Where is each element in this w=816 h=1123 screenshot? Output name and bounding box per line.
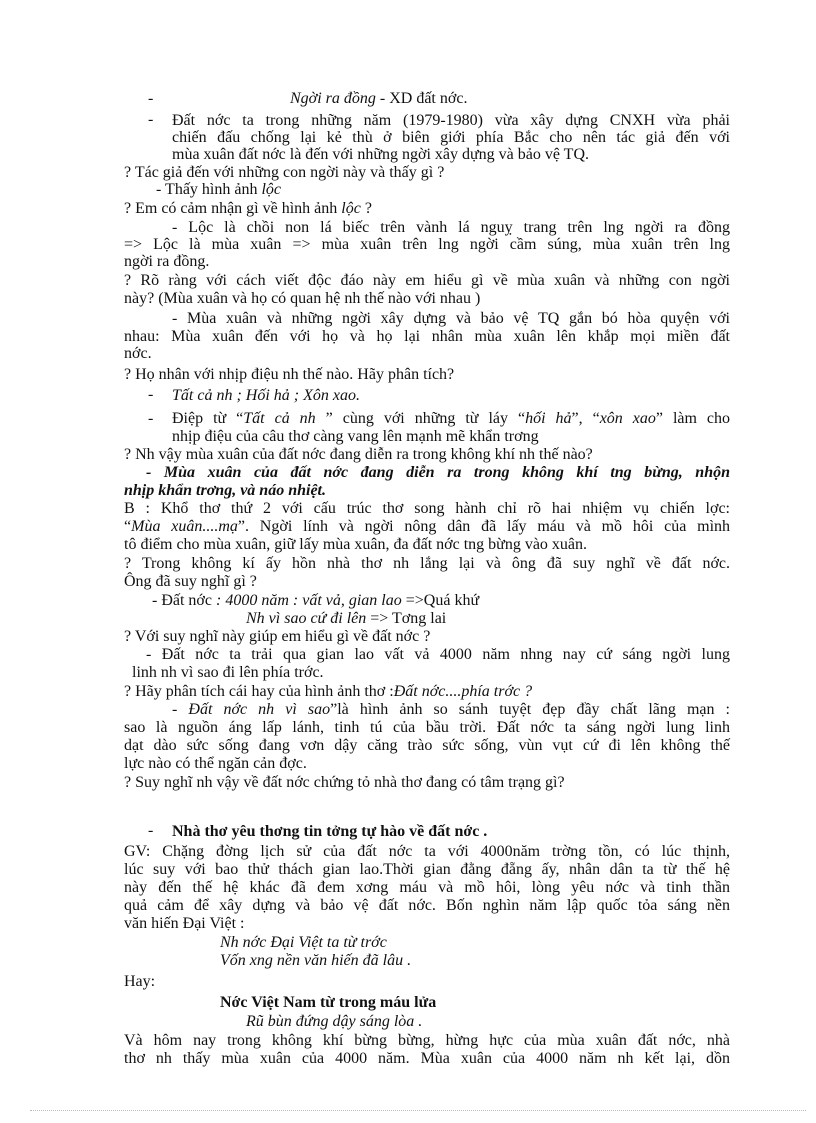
line-43 — [124, 897, 730, 914]
bullet-5: - — [148, 822, 154, 839]
line-4 — [172, 146, 778, 163]
text-run: ? Trong không kí ấy hồn nhà thơ nh lắng lại và ông đã suy nghĩ về đất nớc. — [124, 555, 730, 572]
text-run: Vốn xng nền văn hiến đã lâu . — [220, 952, 412, 969]
line-48 — [220, 994, 816, 1011]
text-run: GV: Chặng đờng lịch sử của đất nớc ta với 4000năm trờng tồn, có lúc thịnh, — [124, 843, 730, 860]
line-50 — [124, 1032, 730, 1049]
line-38 — [124, 774, 730, 791]
line-44 — [124, 915, 730, 932]
line-3 — [172, 129, 730, 146]
text-run: dạt dào sức sống đang vơn dậy căng trào sức sống, vùn vụt cứ đi lên không thế — [124, 737, 730, 754]
text-run: - Đất nớc ta trải qua gian lao vất vả 4000 năm nhng nay cứ sáng ngời lung — [146, 646, 730, 663]
line-47 — [124, 973, 730, 990]
bullet-2: - — [148, 111, 154, 128]
line-42 — [124, 879, 730, 896]
text-run: Tất cả nh ; Hối hả ; Xôn xao. — [172, 387, 360, 404]
line-25 — [124, 536, 730, 553]
text-run: lộc — [341, 200, 361, 217]
text-run: : 4000 năm : vất vả, gian lao — [216, 592, 402, 609]
line-21 — [146, 464, 730, 481]
text-run: - Mùa xuân của đất nớc đang diễn ra trong không khí tng bừng, nhộn — [146, 464, 730, 481]
text-run: ” làm cho — [655, 410, 731, 427]
text-run: - Thấy hình ảnh — [156, 181, 262, 198]
page-bottom-border — [30, 1110, 806, 1111]
line-28 — [152, 592, 758, 609]
text-run: lúc suy với bao thử thách gian lao.Thời gian đằng đẵng ấy, nhân dân ta từ thế hệ — [124, 861, 730, 878]
line-8 — [172, 219, 730, 236]
text-run: Và hôm nay trong không khí bừng bừng, hừng hực của mùa xuân đất nớc, nhà — [124, 1032, 730, 1049]
text-run: “ — [124, 518, 132, 535]
text-run: nhau: Mùa xuân đến với họ và họ lại nhân mùa xuân lên khắp mọi miền đất — [124, 328, 730, 345]
line-5 — [124, 164, 730, 181]
text-run: Ngời ra đồng — [290, 90, 376, 107]
text-run: tô điểm cho mùa xuân, giữ lấy mùa xuân, đa đất nớc tng bừng vào xuân. — [124, 536, 588, 553]
text-run: chiến đấu chống lại kẻ thù ở biên giới phía Bắc cho nên tác giả đến với — [172, 129, 730, 146]
line-12 — [124, 290, 730, 307]
text-run: Mùa xuân....mạ — [131, 518, 238, 535]
text-run: - Mùa xuân và những ngời xây dựng và bảo vệ TQ gắn bó hòa quyện với — [172, 310, 730, 327]
line-32 — [132, 664, 738, 681]
line-22 — [124, 482, 730, 499]
text-run: lực nào có thể ngăn cản đợc. — [124, 755, 307, 772]
line-17 — [172, 387, 778, 404]
text-run: - — [172, 701, 189, 718]
text-run: ? Với suy nghĩ này giúp em hiểu gì về đất nớc ? — [124, 628, 431, 645]
bullet-3: - — [148, 386, 154, 403]
line-20 — [124, 446, 730, 463]
text-run: sao là nguồn áng lấp lánh, tinh tú của bầu trời. Đất nớc ta sáng ngời lung linh — [124, 719, 730, 736]
text-run: Rũ bùn đứng dậy sáng lòa . — [246, 1013, 423, 1030]
text-run: - Lộc là chồi non lá biếc trên vành lá nguỵ trang trên lng ngời ra đồng — [172, 219, 730, 236]
text-run: hối hả — [525, 410, 572, 427]
text-run: Đất nớc....phía trớc ? — [393, 683, 533, 700]
line-10 — [124, 253, 730, 270]
text-run: Đất nớc nh vì sao — [188, 701, 331, 718]
bullet-1: - — [148, 90, 154, 107]
text-run: ” cùng với những từ láy “ — [315, 410, 526, 427]
line-16 — [124, 366, 730, 383]
line-6 — [156, 181, 762, 198]
line-1 — [290, 90, 590, 107]
line-35 — [124, 719, 730, 736]
line-41 — [124, 861, 730, 878]
text-run: ? Họ nhân với nhịp điệu nh thế nào. Hãy phân tích? — [124, 366, 455, 383]
line-9 — [124, 236, 730, 253]
text-run: quả cảm để xây dựng và bảo vệ đất nớc. Bốn nghìn năm lập quốc tỏa sáng nền — [124, 897, 730, 914]
line-23 — [124, 500, 730, 517]
line-26 — [124, 555, 730, 572]
text-run: ? Hãy phân tích cái hay của hình ảnh thơ : — [124, 683, 394, 700]
text-run: xôn xao — [599, 410, 656, 427]
line-34 — [172, 701, 730, 718]
text-run: ”. Ngời lính và ngời nông dân đã lấy máu và mồ hôi của mình — [237, 518, 731, 535]
text-run: ? Nh vậy mùa xuân của đất nớc đang diễn ra trong không khí nh thế nào? — [124, 446, 593, 463]
line-51 — [124, 1050, 730, 1067]
text-run: ? Em có cảm nhận gì về hình ảnh — [124, 200, 342, 217]
text-run: =>Quá khứ — [401, 592, 480, 609]
text-run: - XD đất nớc. — [375, 90, 468, 107]
text-run: văn hiến Đại Việt : — [124, 915, 245, 932]
text-run: ? — [360, 200, 372, 217]
text-run: ”là hình ảnh so sánh tuyệt đẹp đầy chất lãng mạn : — [330, 701, 731, 718]
text-run: nớc. — [124, 345, 152, 362]
line-14 — [124, 328, 730, 345]
text-run: nhịp điệu của câu thơ càng vang lên mạnh mẽ khẩn trơng — [172, 428, 539, 445]
line-27 — [124, 573, 730, 590]
text-run: Điệp từ “ — [172, 410, 244, 427]
text-run: => Lộc là mùa xuân => mùa xuân trên lng ngời cầm súng, mùa xuân trên lng — [124, 236, 730, 253]
line-15 — [124, 345, 730, 362]
text-run: ? Tác giả đến với những con ngời này và thấy gì ? — [124, 164, 445, 181]
text-run: Đất nớc ta trong những năm (1979-1980) vừa xây dựng CNXH vừa phải — [172, 112, 730, 129]
text-run: ? Suy nghĩ nh vậy về đất nớc chứng tỏ nhà thơ đang có tâm trạng gì? — [124, 774, 565, 791]
line-19 — [172, 428, 778, 445]
text-run: ”, “ — [571, 410, 600, 427]
text-run: nhịp khẩn trơng, và náo nhiệt. — [124, 482, 326, 499]
text-run: ? Rõ ràng với cách viết độc đáo này em hiểu gì về mùa xuân và những con ngời — [124, 272, 730, 289]
text-run: linh nh vì sao đi lên phía trớc. — [132, 664, 324, 681]
line-40 — [124, 843, 730, 860]
line-18 — [172, 410, 730, 427]
text-run: Ông đã suy nghĩ gì ? — [124, 573, 257, 590]
text-run: Nh vì sao cứ đi lên — [246, 610, 367, 627]
text-run: Tất cả nh — [243, 410, 316, 427]
line-33 — [124, 683, 730, 700]
text-run: Nớc Việt Nam từ trong máu lửa — [220, 994, 437, 1011]
text-run: thơ nh thấy mùa xuân của 4000 năm. Mùa xuân của 4000 năm nh kết lại, dồn — [124, 1050, 730, 1067]
line-13 — [172, 310, 730, 327]
text-run: Nh nớc Đại Việt ta từ trớc — [220, 934, 387, 951]
text-run: Hay: — [124, 973, 156, 990]
line-37 — [124, 755, 730, 772]
line-2 — [172, 112, 730, 129]
text-run: Nhà thơ yêu thơng tin tởng tự hào về đất nớc . — [172, 823, 488, 840]
text-run: mùa xuân đất nớc là đến với những ngời xây dựng và bảo vệ TQ. — [172, 146, 590, 163]
text-run: - Đất nớc — [152, 592, 216, 609]
text-run: ngời ra đồng. — [124, 253, 210, 270]
line-45 — [220, 934, 816, 951]
text-run: lộc — [261, 181, 282, 198]
line-11 — [124, 272, 730, 289]
line-24 — [124, 518, 730, 535]
line-36 — [124, 737, 730, 754]
line-39 — [172, 823, 778, 840]
text-run: này? (Mùa xuân và họ có quan hệ nh thế nào với nhau ) — [124, 290, 481, 307]
line-49 — [246, 1013, 816, 1030]
line-29 — [246, 610, 816, 627]
text-run: này đến thế hệ khác đã đem xơng máu và mồ hôi, lòng yêu nớc và tinh thần — [124, 879, 730, 896]
bullet-4: - — [148, 410, 154, 427]
line-31 — [146, 646, 730, 663]
line-7 — [124, 200, 730, 217]
text-run: => Tơng lai — [366, 610, 447, 627]
line-46 — [220, 952, 816, 969]
text-run: B : Khổ thơ thứ 2 với cấu trúc thơ song hành chỉ rõ hai nhiệm vụ chiến lợc: — [124, 500, 730, 517]
line-30 — [124, 628, 730, 645]
